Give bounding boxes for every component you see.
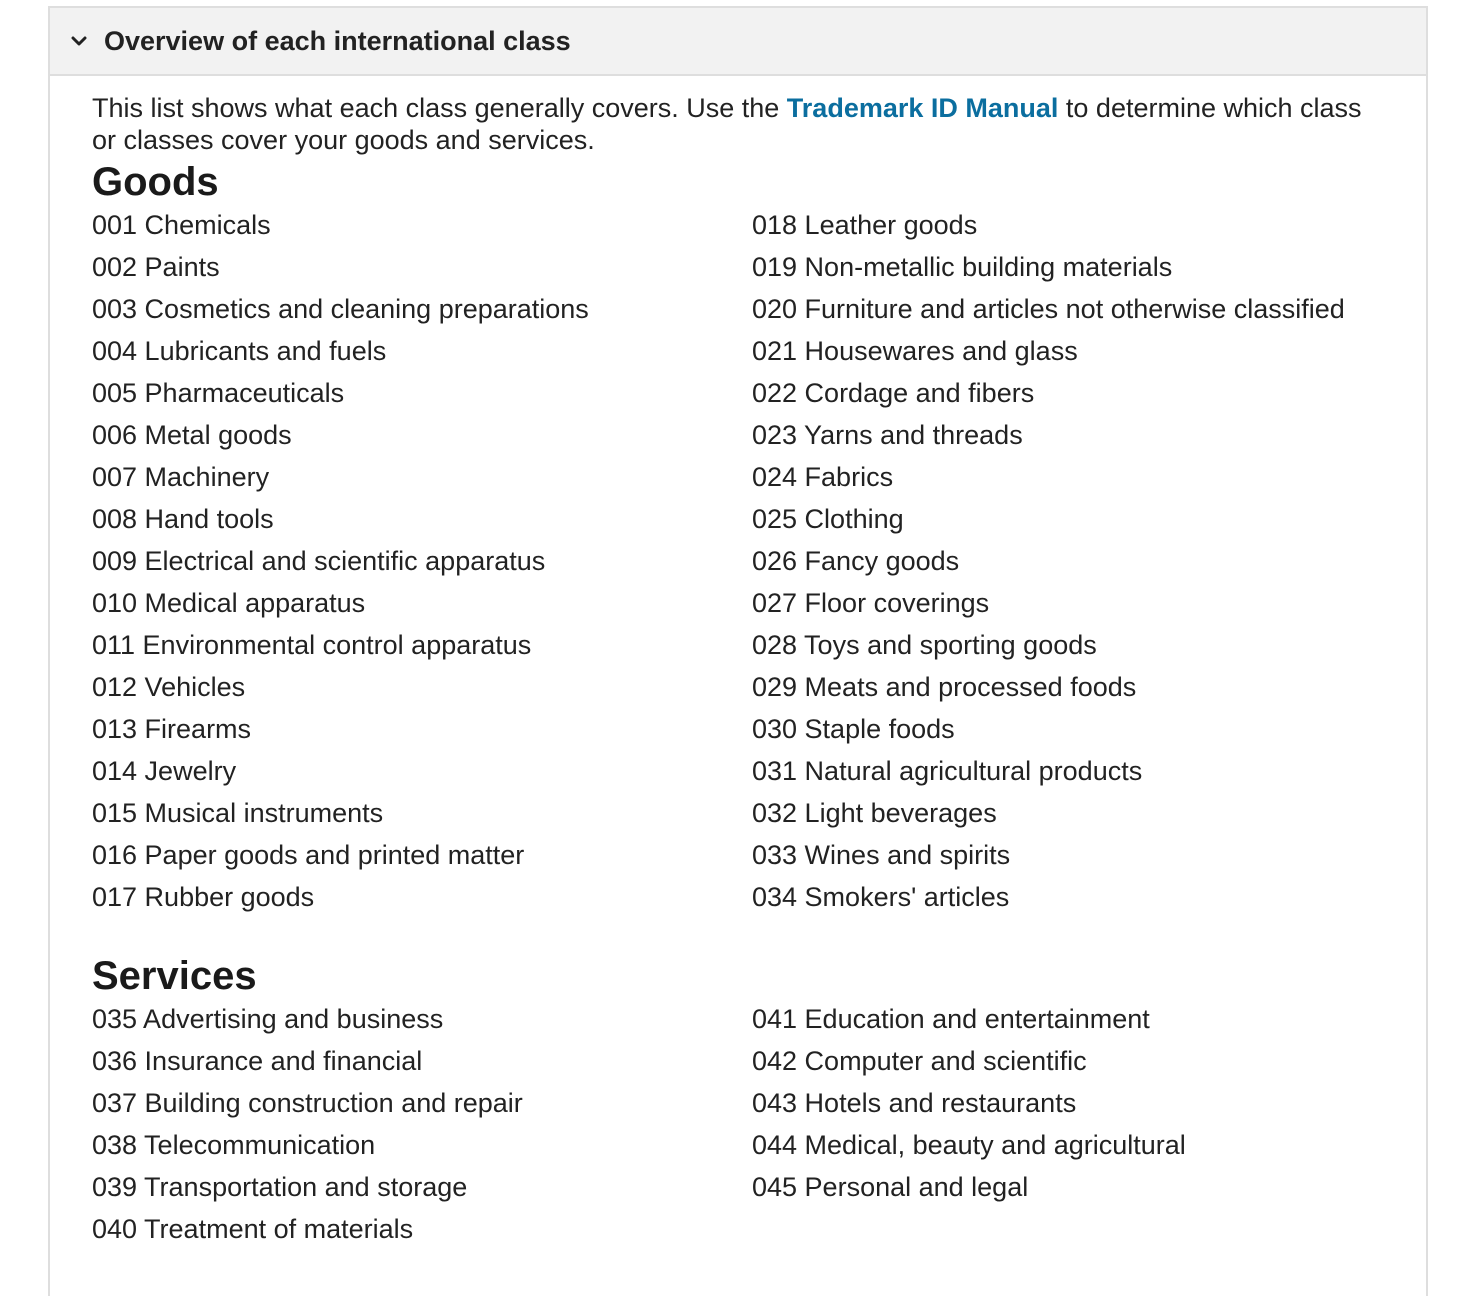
class-list-item: 028 Toys and sporting goods bbox=[752, 630, 1097, 660]
class-list-item: 033 Wines and spirits bbox=[752, 840, 1011, 870]
panel-body bbox=[92, 92, 1412, 1250]
class-list-item: 005 Pharmaceuticals bbox=[92, 378, 345, 408]
class-list-item: 043 Hotels and restaurants bbox=[752, 1088, 1077, 1118]
class-list-item: 023 Yarns and threads bbox=[752, 420, 1023, 450]
goods-left-column bbox=[92, 204, 752, 918]
services-heading: Services bbox=[92, 954, 257, 998]
services-left-column bbox=[92, 998, 752, 1250]
goods-columns bbox=[92, 204, 1412, 918]
intro-paragraph bbox=[92, 92, 1382, 156]
class-list-item: 012 Vehicles bbox=[92, 672, 246, 702]
panel-header-toggle[interactable] bbox=[50, 8, 1426, 76]
goods-right-list bbox=[752, 204, 1412, 918]
goods-heading: Goods bbox=[92, 160, 219, 204]
class-list-item: 037 Building construction and repair bbox=[92, 1088, 523, 1118]
goods-right-column bbox=[752, 204, 1412, 918]
class-list-item: 020 Furniture and articles not otherwise classified bbox=[752, 294, 1345, 324]
class-list-item: 034 Smokers' articles bbox=[752, 882, 1010, 912]
class-list-item: 041 Education and entertainment bbox=[752, 1004, 1150, 1034]
class-list-item: 030 Staple foods bbox=[752, 714, 955, 744]
class-list-item: 027 Floor coverings bbox=[752, 588, 990, 618]
class-list-item: 021 Housewares and glass bbox=[752, 336, 1078, 366]
class-list-item: 032 Light beverages bbox=[752, 798, 997, 828]
trademark-id-manual-link[interactable]: Trademark ID Manual bbox=[786, 93, 1059, 123]
class-list-item: 014 Jewelry bbox=[92, 756, 237, 786]
class-list-item: 017 Rubber goods bbox=[92, 882, 315, 912]
intro-text-before: This list shows what each class generally covers. Use the bbox=[92, 93, 787, 123]
class-list-item: 003 Cosmetics and cleaning preparations bbox=[92, 294, 589, 324]
class-list-item: 013 Firearms bbox=[92, 714, 252, 744]
class-list-item: 008 Hand tools bbox=[92, 504, 274, 534]
class-list-item: 026 Fancy goods bbox=[752, 546, 960, 576]
class-list-item: 011 Environmental control apparatus bbox=[92, 630, 532, 660]
class-list-item: 024 Fabrics bbox=[752, 462, 894, 492]
goods-left-list bbox=[92, 204, 752, 918]
class-list-item: 044 Medical, beauty and agricultural bbox=[752, 1130, 1186, 1160]
class-list-item: 045 Personal and legal bbox=[752, 1172, 1029, 1202]
class-list-item: 007 Machinery bbox=[92, 462, 270, 492]
services-columns bbox=[92, 998, 1412, 1250]
class-list-item: 018 Leather goods bbox=[752, 210, 978, 240]
class-list-item: 004 Lubricants and fuels bbox=[92, 336, 387, 366]
class-list-item: 042 Computer and scientific bbox=[752, 1046, 1087, 1076]
class-list-item: 002 Paints bbox=[92, 252, 220, 282]
class-list-item: 015 Musical instruments bbox=[92, 798, 384, 828]
class-list-item: 001 Chemicals bbox=[92, 210, 271, 240]
class-list-item: 038 Telecommunication bbox=[92, 1130, 376, 1160]
chevron-down-icon bbox=[68, 30, 90, 52]
class-list-item: 006 Metal goods bbox=[92, 420, 292, 450]
class-list-item: 022 Cordage and fibers bbox=[752, 378, 1035, 408]
class-list-item: 009 Electrical and scientific apparatus bbox=[92, 546, 546, 576]
class-list-item: 031 Natural agricultural products bbox=[752, 756, 1143, 786]
panel-title: Overview of each international class bbox=[104, 25, 571, 56]
class-list-item: 010 Medical apparatus bbox=[92, 588, 366, 618]
class-list-item: 035 Advertising and business bbox=[92, 1004, 444, 1034]
services-right-list bbox=[752, 998, 1412, 1208]
class-overview-panel bbox=[48, 6, 1428, 1296]
intro-text-after: to determine which class or classes cover your goods and services. bbox=[92, 93, 1362, 155]
class-list-item: 039 Transportation and storage bbox=[92, 1172, 468, 1202]
class-list-item: 029 Meats and processed foods bbox=[752, 672, 1137, 702]
class-list-item: 025 Clothing bbox=[752, 504, 904, 534]
class-list-item: 019 Non-metallic building materials bbox=[752, 252, 1173, 282]
services-left-list bbox=[92, 998, 752, 1250]
services-right-column bbox=[752, 998, 1412, 1250]
class-list-item: 036 Insurance and financial bbox=[92, 1046, 423, 1076]
class-list-item: 016 Paper goods and printed matter bbox=[92, 840, 525, 870]
class-list-item: 040 Treatment of materials bbox=[92, 1214, 414, 1244]
